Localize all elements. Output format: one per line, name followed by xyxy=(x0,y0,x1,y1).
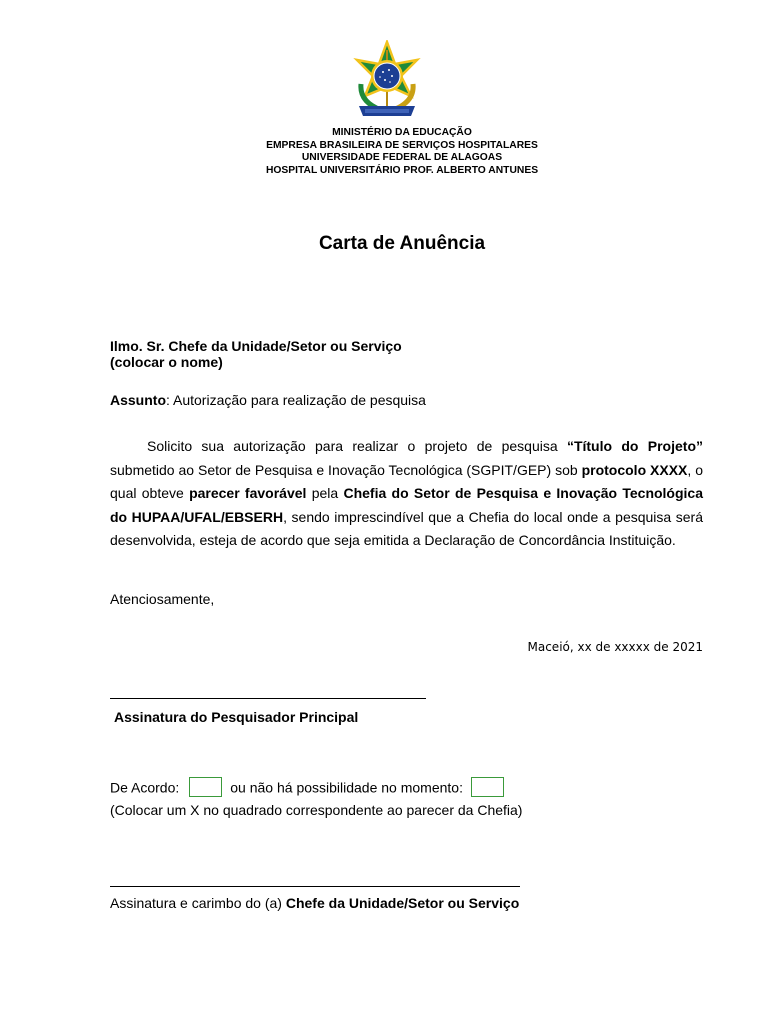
body-text-1: Solicito sua autorização para realizar o projeto de pesquisa xyxy=(147,438,567,454)
no-possibility-label: ou não há possibilidade no momento: xyxy=(230,779,463,796)
subject-label: Assunto xyxy=(110,392,166,408)
institution-header xyxy=(0,127,768,177)
body-favorable-opinion: parecer favorável xyxy=(189,485,307,501)
subject-text: : Autorização para realização de pesquisa xyxy=(166,392,426,408)
researcher-signature-label: Assinatura do Pesquisador Principal xyxy=(114,709,359,725)
body-sector-name: Chefia do Setor de Pesquisa e Inovação Tecnológica do HUPAA/UFAL/EBSERH xyxy=(110,485,703,525)
agreement-row xyxy=(110,779,512,799)
researcher-signature-line xyxy=(110,698,426,699)
addressee xyxy=(110,338,402,370)
agreement-instruction: (Colocar um X no quadrado correspondente ao parecer da Chefia) xyxy=(110,802,523,818)
addressee-line-name: (colocar o nome) xyxy=(110,354,223,370)
chief-signature-line xyxy=(110,886,520,887)
header-line-university: UNIVERSIDADE FEDERAL DE ALAGOAS xyxy=(301,152,503,164)
body-text-5: , sendo imprescindível que a Chefia do local onde a pesquisa será desenvolvida, esteja de acordo que seja emitida a Declaração de Concordância Instituição. xyxy=(110,508,703,548)
chief-signature-role: Chefe da Unidade/Setor ou Serviço xyxy=(285,895,520,911)
closing-salutation: Atenciosamente, xyxy=(110,591,215,607)
header-line-ministry: MINISTÉRIO DA EDUCAÇÃO xyxy=(332,127,472,138)
subject-line xyxy=(110,392,426,408)
header-line-company: EMPRESA BRASILEIRA DE SERVIÇOS HOSPITALARES xyxy=(266,139,538,151)
body-protocol: protocolo XXXX xyxy=(581,461,688,478)
body-text-3: , o qual obteve xyxy=(110,461,703,501)
addressee-line-title: Ilmo. Sr. Chefe da Unidade/Setor ou Serviço xyxy=(110,338,402,354)
place-date: Maceió, xx de xxxxx de 2021 xyxy=(527,640,703,654)
agree-checkbox[interactable] xyxy=(189,777,222,797)
body-text-2: submetido ao Setor de Pesquisa e Inovação Tecnológica (SGPIT/GEP) sob xyxy=(110,461,582,478)
document-title: Carta de Anuência xyxy=(318,233,486,254)
body-text-4: pela xyxy=(306,485,344,501)
no-possibility-checkbox[interactable] xyxy=(471,777,504,797)
brazil-coat-of-arms-emblem xyxy=(351,40,423,122)
chief-signature-prefix: Assinatura e carimbo do (a) xyxy=(110,895,286,911)
header-line-hospital: HOSPITAL UNIVERSITÁRIO PROF. ALBERTO ANTUNES xyxy=(265,164,539,176)
chief-signature-label xyxy=(110,895,519,911)
agree-label: De Acordo: xyxy=(110,779,180,796)
body-project-title: “Título do Projeto” xyxy=(566,438,703,454)
body-paragraph xyxy=(110,435,703,553)
